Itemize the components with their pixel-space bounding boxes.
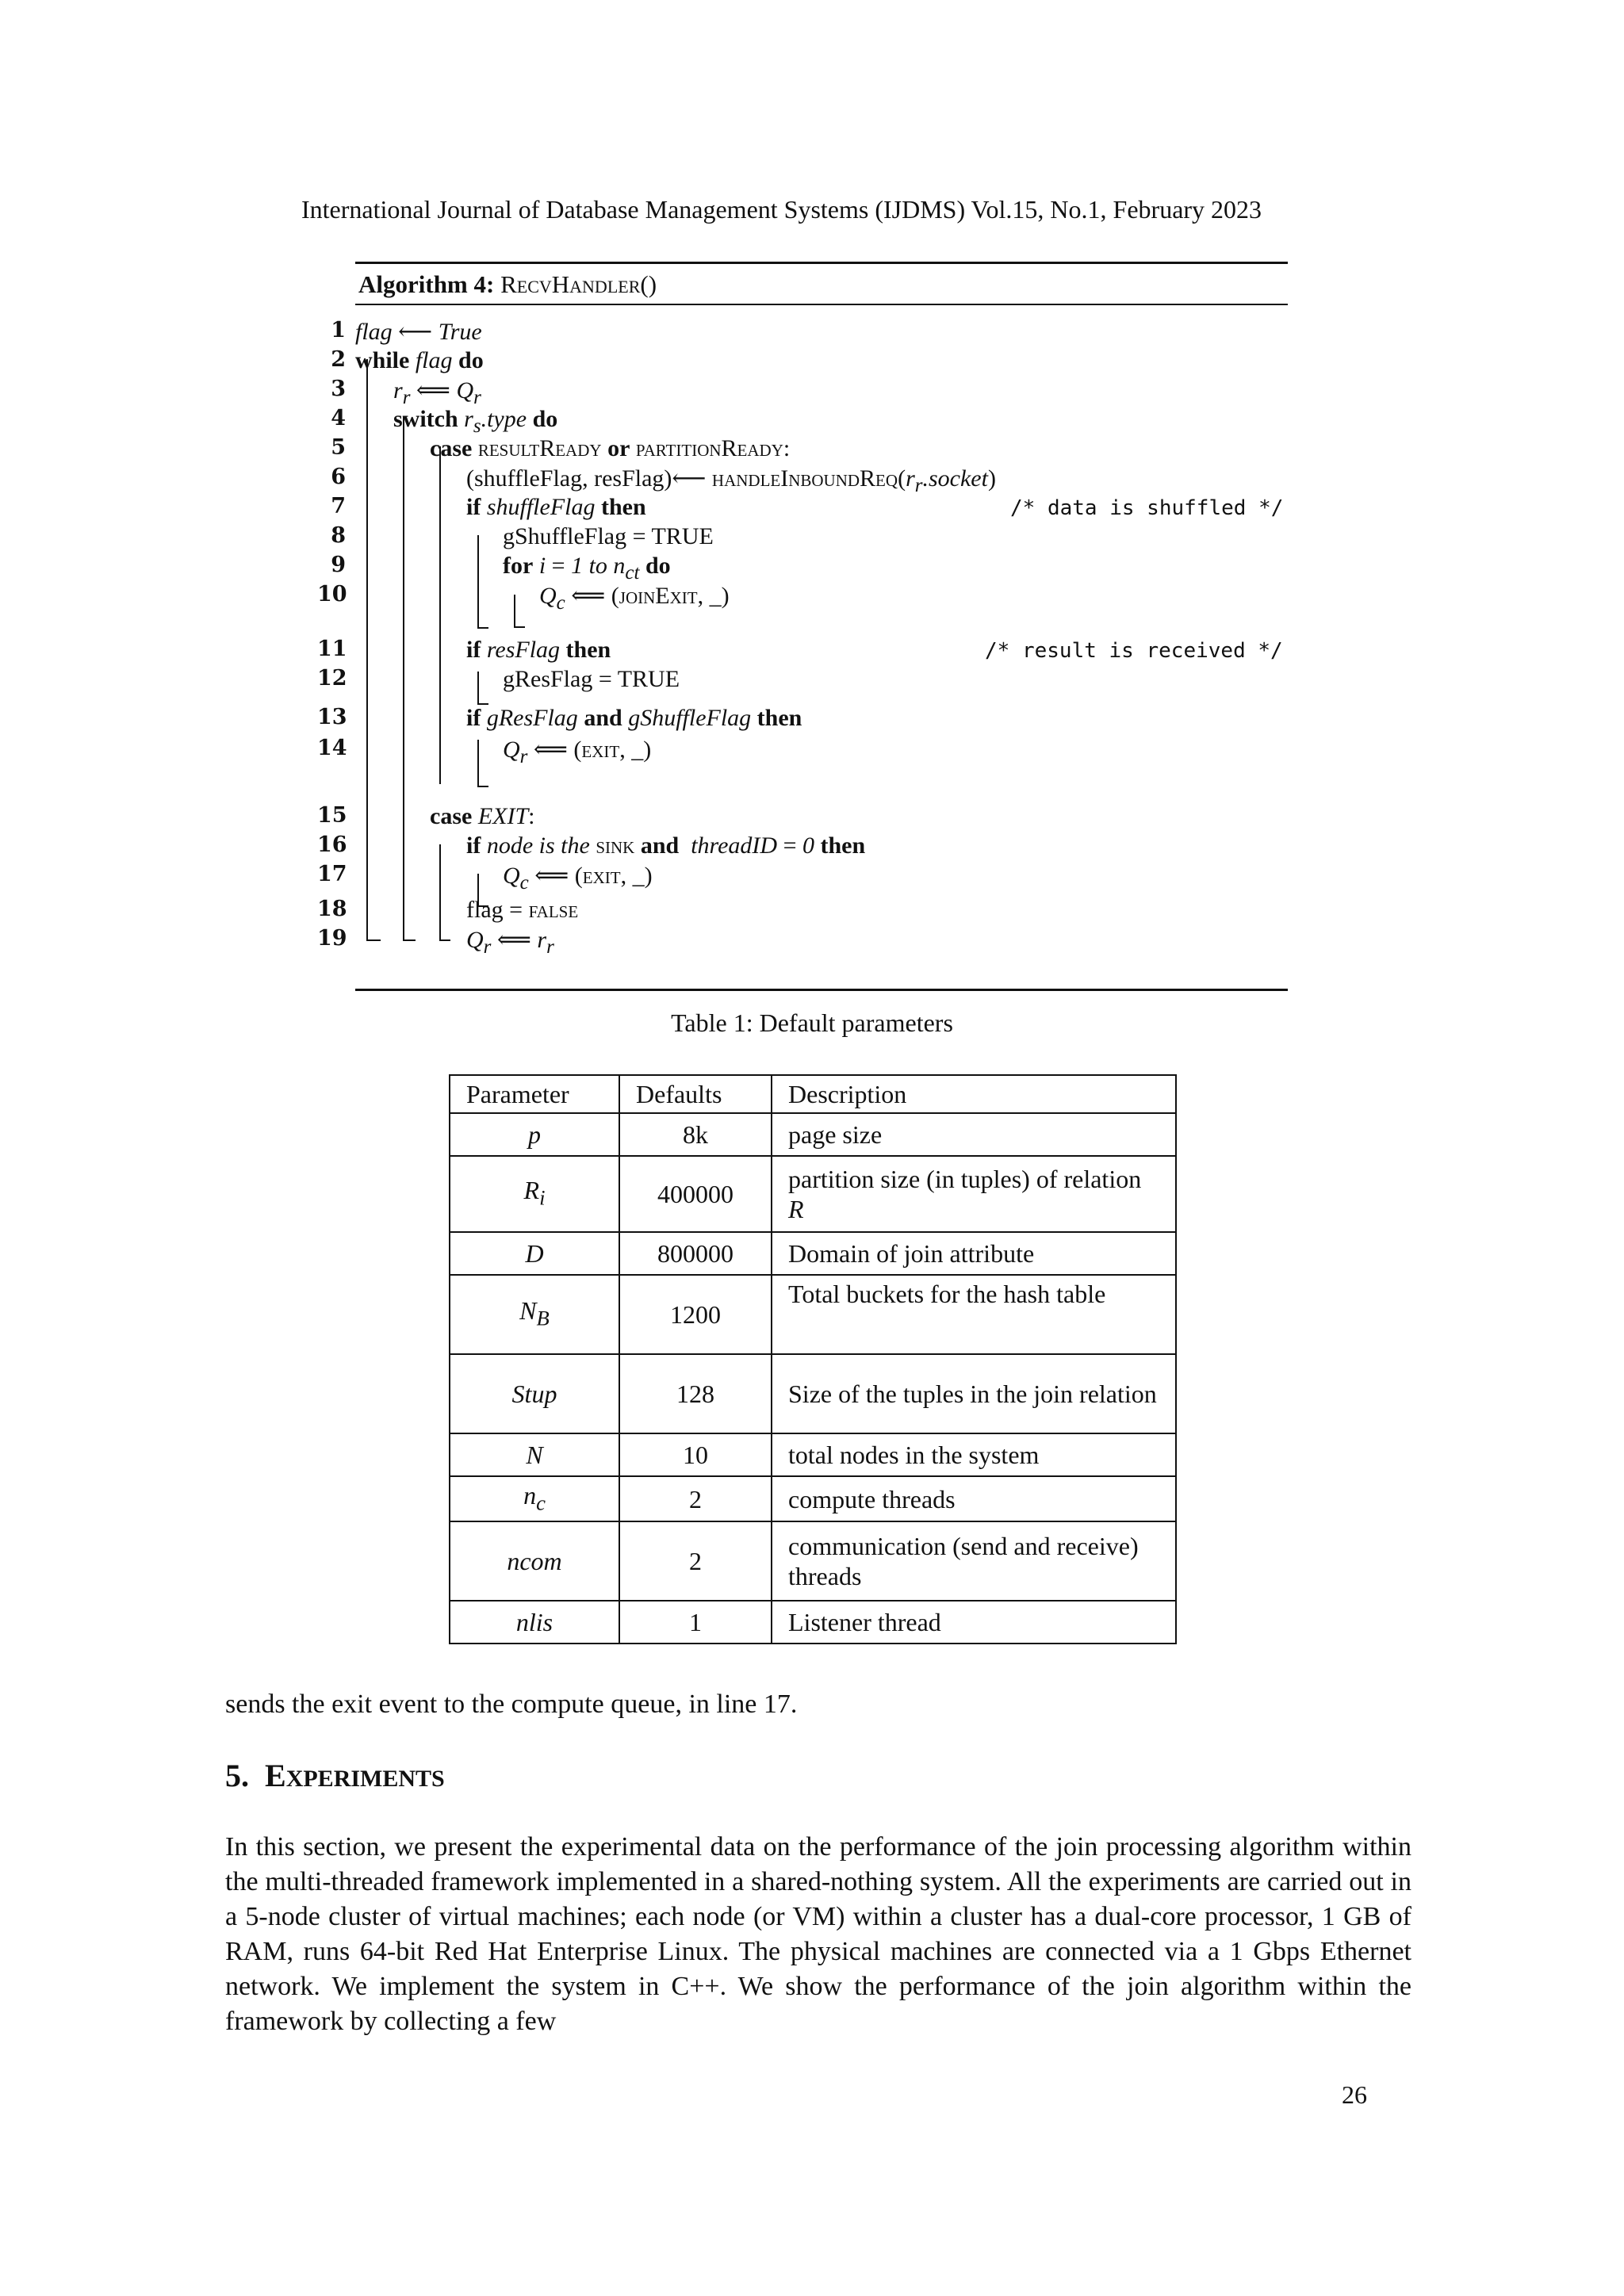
table-row: nlis 1 Listener thread <box>450 1601 1176 1644</box>
algorithm-line-19: 19 $Q_r$ ⟸ $r_r$ <box>317 926 554 958</box>
table-row: ncom 2 communication (send and receive) threads <box>450 1521 1176 1601</box>
algorithm-line-13: 13 if gResFlag and gShuffleFlag then <box>317 705 802 731</box>
table-row: D 800000 Domain of join attribute <box>450 1232 1176 1275</box>
algorithm-line-17: 17 $Q_c$ ⟸ (exit, _) <box>317 862 653 894</box>
algorithm-line-2: 2 while flag do <box>331 347 484 373</box>
algorithm-line-1: 1 flag ⟵ True <box>331 318 482 345</box>
table-row: $N_B$ 1200 Total buckets for the hash table <box>450 1275 1176 1354</box>
algorithm-body <box>317 305 1288 979</box>
table-row: $n_c$ 2 compute threads <box>450 1476 1176 1521</box>
algorithm-line-3: 3 $r_r$ ⟸ $Q_r$ <box>331 377 481 408</box>
table-row: p 8k page size <box>450 1113 1176 1156</box>
algorithm-line-16: 16 if node is the sink and threadID = 0 then <box>317 832 866 859</box>
algorithm-line-5: 5 case resultReady or partitionReady: <box>331 435 791 461</box>
algorithm-line-9: 9 for i = 1 to $n_{ct}$ do <box>331 553 671 584</box>
table-row: N 10 total nodes in the system <box>450 1433 1176 1476</box>
header-defaults: Defaults <box>619 1075 772 1113</box>
experiments-paragraph: In this section, we present the experimental data on the performance of the join processing algorithm within the multi-threaded framework implemented in a shared-nothing system. All the experiments are carried out in a 5-node cluster of virtual machines; each node (or VM) within a cluster has a dual-core processor, 1 GB of RAM, runs 64-bit Red Hat Enterprise Linux. The physical machines are connected via a 1 Gbps Ethernet network. We implement the system in C++. We show the performance of the join algorithm within the framework by collecting a few <box>225 1832 1411 2036</box>
algorithm-name: RecvHandler() <box>500 270 657 298</box>
journal-header: International Journal of Database Management Systems (IJDMS) Vol.15, No.1, February 2023 <box>301 195 1262 224</box>
algorithm-line-11: 11 if resFlag then <box>317 637 611 663</box>
parameters-table <box>449 1074 1177 1644</box>
header-description: Description <box>772 1075 1176 1113</box>
algorithm-block <box>317 262 1288 991</box>
comment-data-shuffled: /* data is shuffled */ <box>1010 496 1284 520</box>
algorithm-line-10: 10 $Q_c$ ⟸ (joinExit, _) <box>317 582 730 614</box>
table-caption: Table 1: Default parameters <box>671 1008 953 1037</box>
algorithm-line-12: 12 gResFlag = TRUE <box>317 666 680 692</box>
algorithm-line-15: 15 case EXIT: <box>317 803 535 829</box>
algorithm-line-6: 6 (shuffleFlag, resFlag)⟵ $handleInboundReq(r_r.socket)$ <box>331 465 996 496</box>
algorithm-line-18: 18 flag = false <box>317 897 579 923</box>
section-heading: 5. EXPERIMENTS <box>225 1758 445 1793</box>
algorithm-title <box>355 264 1288 304</box>
sentence-exit-event: sends the exit event to the compute queue, in line 17. <box>225 1689 798 1719</box>
algorithm-label: Algorithm 4: <box>358 270 495 298</box>
comment-result-received: /* result is received */ <box>985 639 1283 663</box>
algorithm-line-8: 8 gShuffleFlag = TRUE <box>331 523 714 549</box>
table-row: $R_i$ 400000 partition size (in tuples) of relation R <box>450 1156 1176 1232</box>
algorithm-line-7: 7 if shuffleFlag then <box>331 494 646 520</box>
table-header-row <box>450 1075 1176 1113</box>
algorithm-bottom-rule <box>355 989 1288 991</box>
algorithm-line-14: 14 $Q_r$ ⟸ (exit, _) <box>317 736 652 767</box>
algorithm-line-4: 4 switch $r_s.type$ do <box>331 406 558 437</box>
header-parameter: Parameter <box>450 1075 619 1113</box>
table-row: Stup 128 Size of the tuples in the join relation <box>450 1354 1176 1433</box>
page-number: 26 <box>1342 2080 1367 2109</box>
